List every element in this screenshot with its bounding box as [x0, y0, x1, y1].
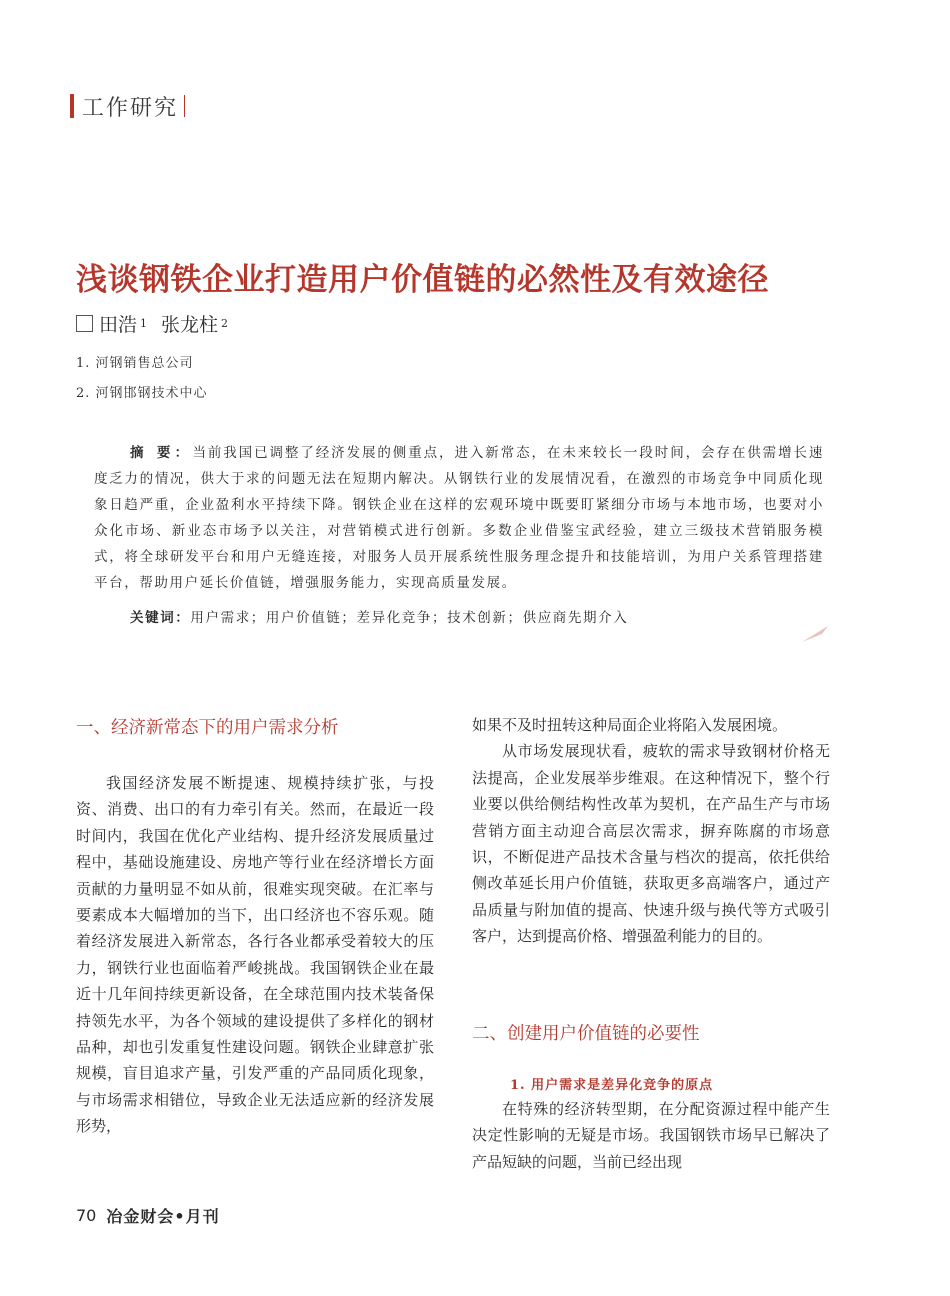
right-column-text: [472, 712, 830, 950]
abstract: [94, 440, 824, 596]
author-affiliation-mark: 2: [221, 317, 229, 330]
body-paragraph: 从市场发展现状看，疲软的需求导致钢材价格无法提高，企业发展举步维艰。在这种情况下，整个行业要以供给侧结构性改革为契机，在产品生产与市场营销方面主动迎合高层次需求，摒弃陈腐的市场意识，不断促进产品技术含量与档次的提高，依托供给侧改革延长用户价值链，获取更多高端客户，通过产品质量与附加值的提高、快速升级与换代等方式吸引客户，达到提高价格、增强盈利能力的目的。: [472, 742, 830, 946]
body-paragraph: 在特殊的经济转型期，在分配资源过程中能产生决定性影响的无疑是市场。我国钢铁市场早已解决了产品短缺的问题，当前已经出现: [472, 1100, 830, 1171]
journal-name: 冶金财会•月刊: [106, 1207, 220, 1226]
article-title: 浅谈钢铁企业打造用户价值链的必然性及有效途径: [76, 262, 769, 298]
accent-bar: [70, 94, 74, 118]
keywords-text: 用户需求；用户价值链；差异化竞争；技术创新；供应商先期介入: [190, 610, 629, 626]
abstract-label: 摘 要：: [130, 445, 193, 461]
divider: [184, 95, 185, 117]
author-name: 田浩: [99, 314, 138, 336]
author-line: [76, 310, 242, 337]
keywords: [130, 606, 628, 626]
keywords-label: 关键词：: [130, 610, 191, 626]
page-number: 70: [76, 1206, 97, 1225]
page-footer: [76, 1204, 220, 1227]
author-name: 张龙柱: [161, 314, 219, 336]
body-paragraph: 我国经济发展不断提速、规模持续扩张，与投资、消费、出口的有力牵引有关。然而，在最近一段时间内，我国在优化产业结构、提升经济发展质量过程中，基础设施建设、房地产等行业在经济增长方面贡献的力量明显不如从前，很难实现突破。在汇率与要素成本大幅增加的当下，出口经济也不容乐观。随着经济发展进入新常态，各行各业都承受着较大的压力，钢铁行业也面临着严峻挑战。我国钢铁企业在最近十几年间持续更新设备，在全球范围内技术装备保持领先水平，为各个领域的建设提供了多样化的钢材品种，却也引发重复性建设问题。钢铁企业肆意扩张规模，盲目追求产量，引发严重的产品同质化现象，与市场需求相错位，导致企业无法适应新的经济发展形势，: [76, 774, 434, 1136]
abstract-text: 当前我国已调整了经济发展的侧重点，进入新常态，在未来较长一段时间，会存在供需增长速度乏力的情况，供大于求的问题无法在短期内解决。从钢铁行业的发展情况看，在激烈的市场竞争中同质化现象日趋严重，企业盈利水平持续下降。钢铁企业在这样的宏观环境中既要盯紧细分市场与本地市场，也要对小众化市场、新业态市场予以关注，对营销模式进行创新。多数企业借鉴宝武经验，建立三级技术营销服务模式，将全球研发平台和用户无缝连接，对服务人员开展系统性服务理念提升和技能培训，为用户关系管理搭建平台，帮助用户延长价值链，增强服务能力，实现高质量发展。: [94, 445, 824, 591]
decorative-arrow-icon: [800, 622, 830, 644]
section-header: [70, 92, 185, 120]
body-paragraph: 如果不及时扭转这种局面企业将陷入发展困境。: [472, 716, 788, 734]
affiliation: 1. 河钢销售总公司: [76, 356, 194, 371]
author-box-icon: [76, 315, 93, 332]
affiliation: 2. 河钢邯钢技术中心: [76, 386, 208, 401]
section-heading: 二、创建用户价值链的必要性: [472, 1024, 700, 1044]
section-heading: 一、经济新常态下的用户需求分析: [76, 718, 339, 738]
subsection-heading: 1. 用户需求是差异化竞争的原点: [510, 1078, 714, 1093]
section-label: 工作研究: [82, 95, 179, 121]
author-affiliation-mark: 1: [140, 317, 148, 330]
